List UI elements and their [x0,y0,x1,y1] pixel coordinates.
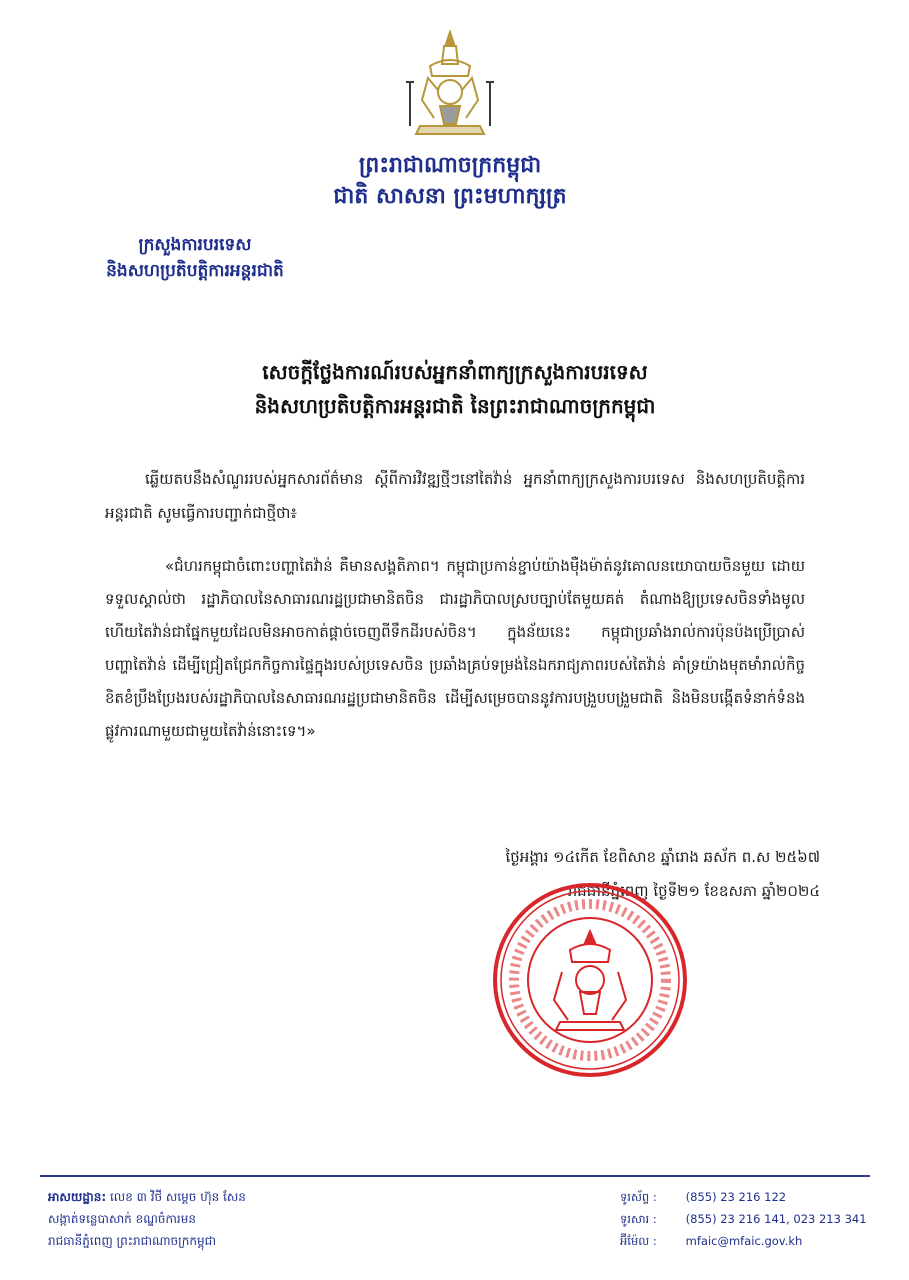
email-label: អ៊ីម៉ែល : [620,1234,657,1248]
kingdom-header [250,150,650,212]
intro-paragraph: ឆ្លើយតបនឹងសំណួររបស់អ្នកសារព័ត៌មាន ស្តីពីការវិវឌ្ឍថ្មីៗនៅតៃវ៉ាន់ អ្នកនាំពាក្យក្រសួងការបរទេស និងសហប្រតិបត្តិការអន្តរជាតិ សូមធ្វើការបញ្ជាក់ជាថ្មីថា៖ [105,470,805,522]
ministry-line1: ក្រសួងការបរទេស [138,235,252,255]
footer-contacts [620,1186,880,1252]
fax-value: (855) 23 216 141, 023 213 341 [685,1212,867,1226]
title-line2: និងសហប្រតិបត្តិការអន្តរជាតិ នៃព្រះរាជាណាចក្រកម្ពុជា [254,394,656,418]
footer-address [48,1186,468,1252]
ministry-line2: និងសហប្រតិបត្តិការអន្តរជាតិ [106,261,284,281]
kingdom-name: ព្រះរាជាណាចក្រកម្ពុជា [358,152,542,178]
lunar-date: ថ្ងៃអង្គារ ១៤កើត ខែពិសាខ ឆ្នាំរោង ឆស័ក ព.ស ២៥៦៧ [505,848,820,866]
statement-title [110,355,800,423]
address-label: អាសយដ្ឋាន: [48,1190,107,1204]
title-line1: សេចក្តីថ្លែងការណ៍របស់អ្នកនាំពាក្យក្រសួងការបរទេស [262,360,648,384]
ministry-name [65,232,325,284]
fax-label: ទូរសារ : [620,1212,657,1226]
fax-row [620,1208,880,1230]
email-row [620,1230,880,1252]
address-line1: លេខ ៣ វិថី សម្តេច ហ៊ុន សែន [109,1190,246,1204]
address-line3: រាជធានីភ្នំពេញ ព្រះរាជាណាចក្រកម្ពុជា [48,1234,216,1248]
royal-arms-icon [400,30,500,138]
phone-row [620,1186,880,1208]
email-link[interactable]: mfaic@mfaic.gov.kh [685,1234,803,1248]
quoted-statement: «ជំហរកម្ពុជាចំពោះបញ្ហាតៃវ៉ាន់ គឺមានសង្គតិភាព។ កម្ពុជាប្រកាន់ខ្ជាប់យ៉ាងម៉ឺងម៉ាត់នូវគោលនយោបាយចិនមួយ ដោយទទួលស្គាល់ថា រដ្ឋាភិបាលនៃសាធារណរដ្ឋប្រជាមានិតចិន ជារដ្ឋាភិបាលស្របច្បាប់តែមួយគត់ តំណាងឱ្យប្រទេសចិនទាំងមូល ហើយតៃវ៉ាន់ជាផ្នែកមួយដែលមិនអាចកាត់ផ្តាច់ចេញពីទឹកដីរបស់ចិន។ ក្នុងន័យនេះ កម្ពុជាប្រឆាំងរាល់ការប៉ុនប៉ងប្រើប្រាស់បញ្ហាតៃវ៉ាន់ ដើម្បីជ្រៀតជ្រែកកិច្ចការផ្ទៃក្នុងរបស់ប្រទេសចិន ប្រឆាំងគ្រប់ទម្រង់នៃឯករាជ្យភាពរបស់តៃវ៉ាន់ គាំទ្រយ៉ាងមុតមាំរាល់កិច្ចខិតខំប្រឹងប្រែងរបស់រដ្ឋាភិបាលនៃសាធារណរដ្ឋប្រជាមានិតចិន ដើម្បីសម្រេចបាននូវការបង្រួបបង្រួមជាតិ និងមិនបង្កើតទំនាក់ទំនងផ្លូវការណាមួយជាមួយតៃវ៉ាន់នោះទេ។» [105,557,805,740]
phone-label: ទូរស័ព្ទ : [620,1190,657,1204]
footer-divider [40,1175,870,1177]
national-motto: ជាតិ សាសនា ព្រះមហាក្សត្រ [333,183,567,209]
ministry-seal-icon [490,880,690,1080]
solar-date: រាជធានីភ្នំពេញ ថ្ងៃទី២១ ខែឧសភា ឆ្នាំ២០២៤ [567,882,820,900]
address-line2: សង្កាត់ទន្លេបាសាក់ ខណ្ឌចំការមន [48,1212,196,1226]
phone-value: (855) 23 216 122 [685,1190,787,1204]
